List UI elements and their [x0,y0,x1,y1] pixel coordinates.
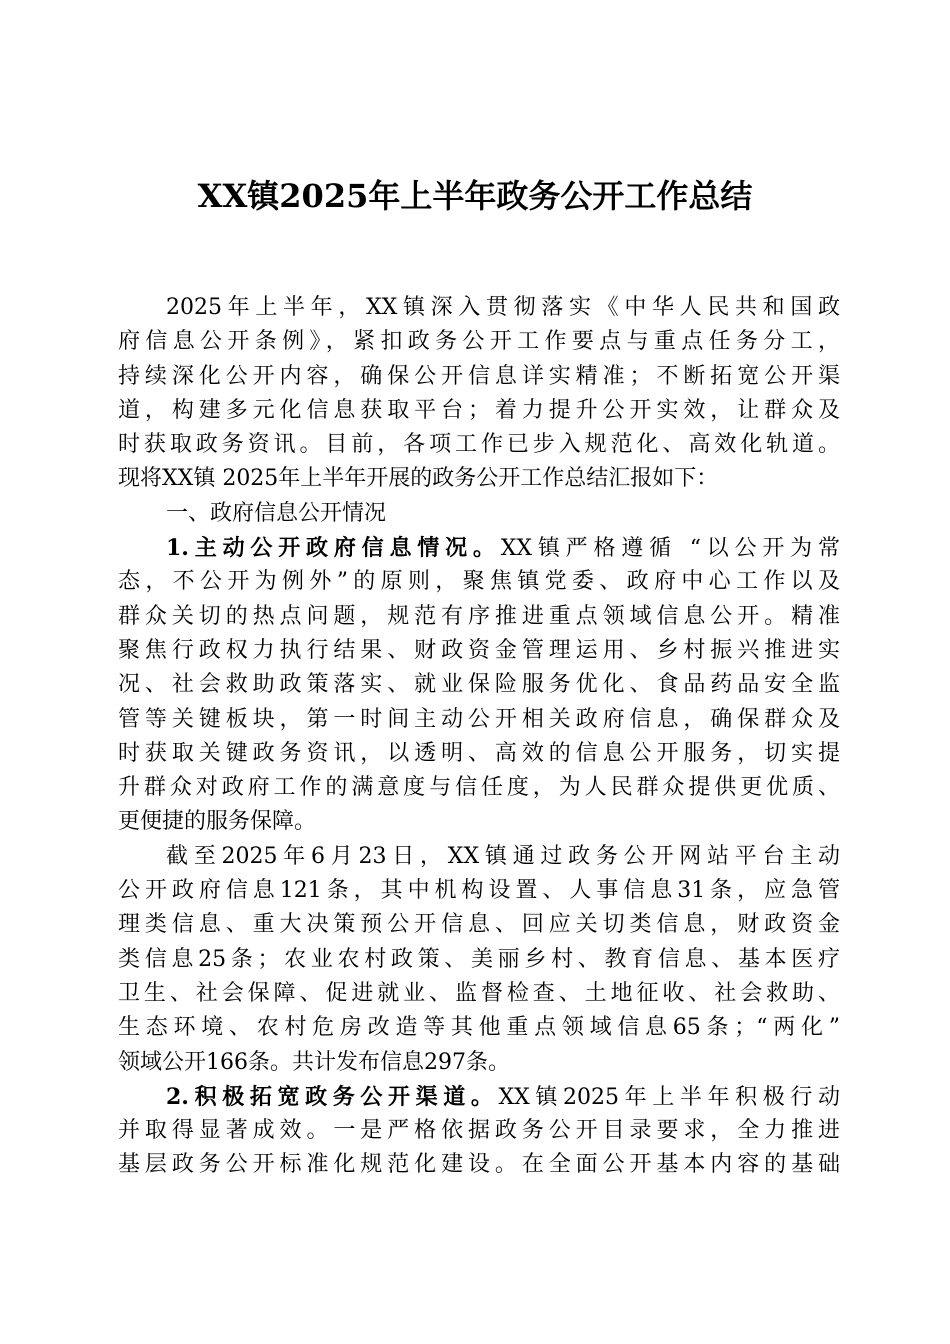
text-line: 截至2025年6月23日，XX镇通过政务公开网站平台主动 [166,843,840,869]
text-line: 升群众对政府工作的满意度与信任度，为人民群众提供更优质、 [118,775,840,801]
text-line: 领域公开166条。共计发布信息297条。 [118,1049,510,1075]
document-title: XX镇2025年上半年政务公开工作总结 [197,177,753,215]
stats-paragraph [118,840,840,1080]
text-line: 府信息公开条例》，紧扣政务公开工作要点与重点任务分工， [118,329,840,355]
text-line: 基层政务公开标准化规范化建设。在全面公开基本内容的基础 [118,1152,840,1178]
text-line: 态，不公开为例外”的原则，聚焦镇党委、政府中心工作以及 [118,569,840,595]
text-line: 持续深化公开内容，确保公开信息详实精准；不断拓宽公开渠 [118,363,840,389]
item2-first-rest: XX镇2025年上半年积极行动 [498,1084,840,1110]
item1-lead: 1.主动公开政府信息情况。 [166,535,501,562]
text-line: 理类信息、重大决策预公开信息、回应关切类信息，财政资金 [118,912,840,938]
item1-first-rest: XX镇严格遵循 “以公开为常 [500,536,840,562]
text-line: 现将XX镇 2025年上半年开展的政务公开工作总结汇报如下： [118,466,719,492]
text-line: 时获取政务资讯。目前，各项工作已步入规范化、高效化轨道。 [118,432,840,458]
text-line: 类信息25条；农业农村政策、美丽乡村、教育信息、基本医疗 [118,946,840,972]
document-body [118,291,840,1183]
text-line: 生态环境、农村危房改造等其他重点领域信息65条；“两化” [118,1015,840,1041]
text-line [118,1080,840,1114]
text-line: 道，构建多元化信息获取平台；着力提升公开实效，让群众及 [118,397,840,423]
section-heading: 一、政府信息公开情况 [166,500,387,526]
text-line: 卫生、社会保障、促进就业、监督检查、土地征收、社会救助、 [118,980,840,1006]
item2-lead: 2.积极拓宽政务公开渠道。 [166,1083,499,1110]
text-line: 群众关切的热点问题，规范有序推进重点领域信息公开。精准 [118,603,840,629]
text-line: 并取得显著成效。一是严格依据政务公开目录要求，全力推进 [118,1118,840,1144]
text-line: 管等关键板块，第一时间主动公开相关政府信息，确保群众及 [118,706,840,732]
text-line: 时获取关键政务资讯，以透明、高效的信息公开服务，切实提 [118,740,840,766]
text-line: 更便捷的服务保障。 [118,809,317,835]
item1-paragraph [118,531,840,840]
text-line [118,531,840,565]
text-line: 聚焦行政权力执行结果、财政资金管理运用、乡村振兴推进实 [118,637,840,663]
item2-paragraph [118,1080,840,1183]
text-line: 2025年上半年，XX镇深入贯彻落实《中华人民共和国政 [166,295,840,320]
intro-paragraph [118,291,840,497]
text-line: 公开政府信息121条，其中机构设置、人事信息31条，应急管 [118,878,840,904]
text-line: 况、社会救助政策落实、就业保险服务优化、食品药品安全监 [118,672,840,698]
